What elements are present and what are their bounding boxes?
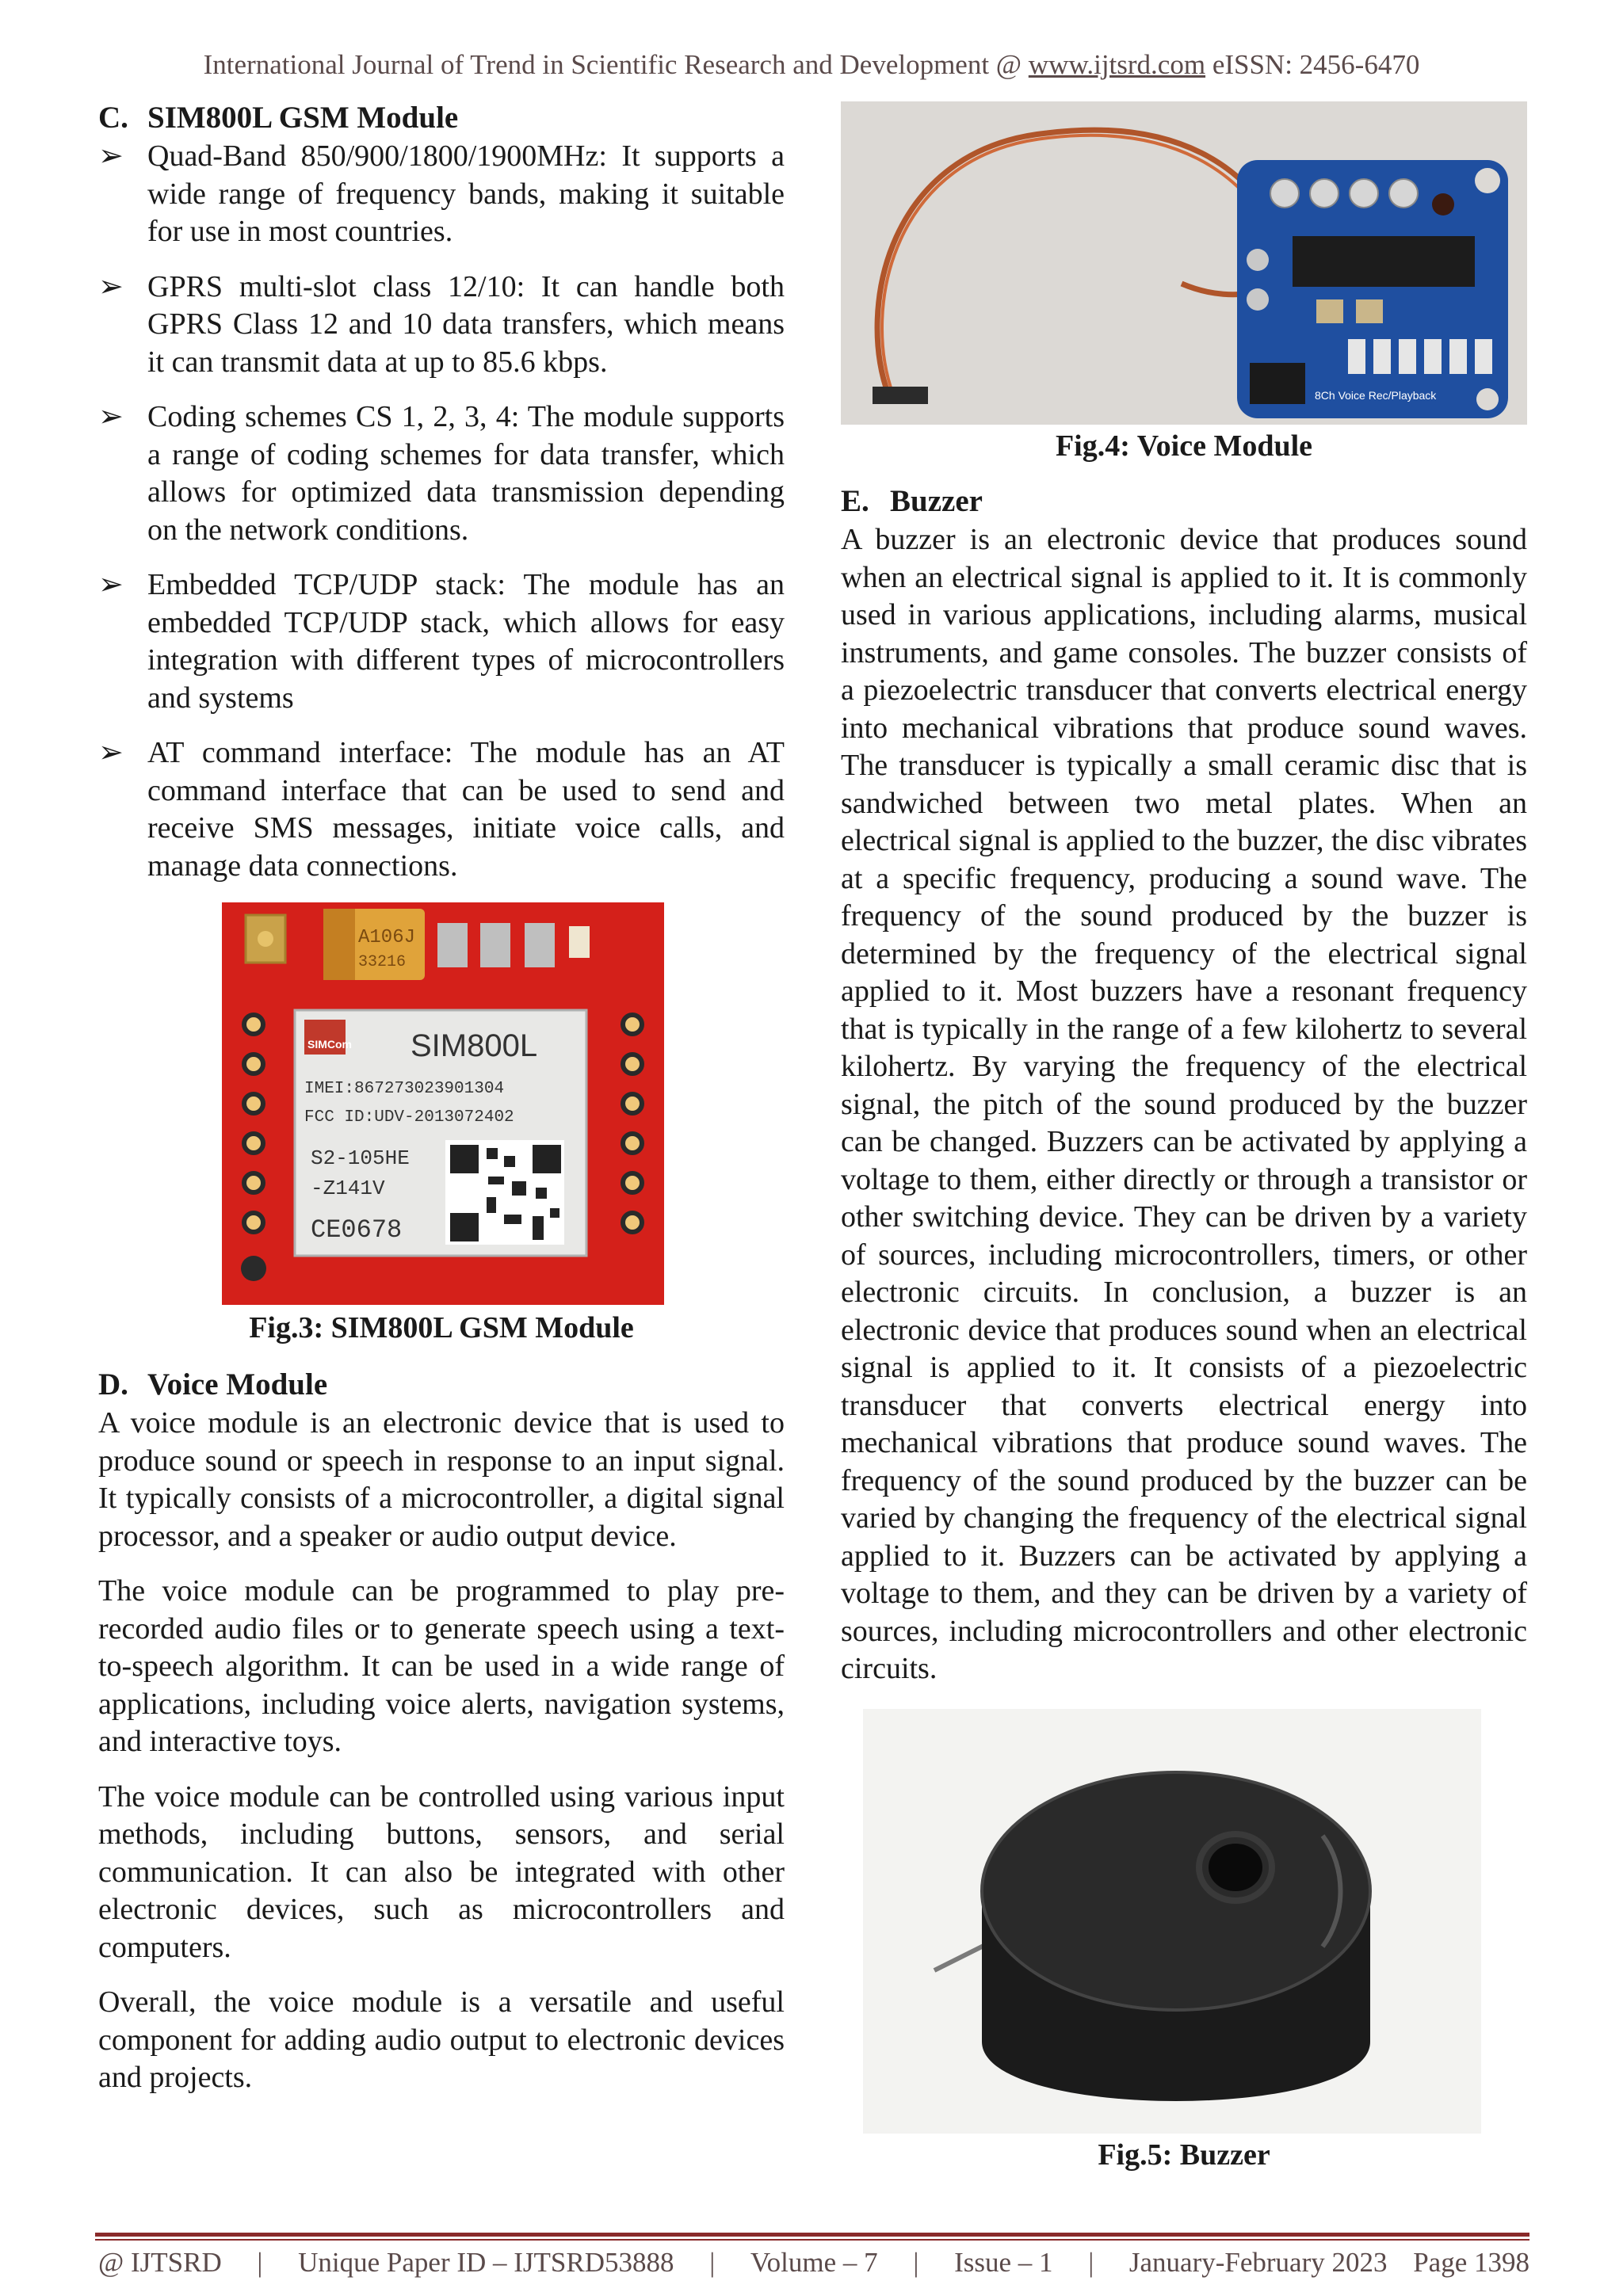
- right-column: [841, 98, 1527, 2175]
- cap-label-2: 33216: [358, 953, 407, 971]
- section-e-heading: [841, 482, 1527, 521]
- bullet-item: [98, 566, 785, 717]
- model-text-1: S2-105HE: [311, 1146, 410, 1170]
- section-c-heading: [98, 98, 785, 138]
- journal-issn: eISSN: 2456-6470: [1205, 49, 1420, 80]
- journal-name: International Journal of Trend in Scientific Research and Development @: [203, 49, 1029, 80]
- section-d-number: D.: [98, 1367, 128, 1402]
- footer-issue: Issue – 1: [954, 2247, 1053, 2278]
- sim800l-board-illustration: [222, 902, 664, 1305]
- section-d-title: Voice Module: [147, 1367, 328, 1402]
- bullet-arrow-icon: ➢: [98, 568, 124, 601]
- section-d-paragraph: The voice module can be programmed to play pre-recorded audio files or to generate speech using a text-to-speech algorithm. It can be used in a wide range of applications, including voice alerts, navigation systems, and interactive toys.: [98, 1574, 785, 1758]
- footer-paper-id: Unique Paper ID – IJTSRD53888: [298, 2247, 674, 2278]
- section-d-paragraph: A voice module is an electronic device that is used to produce sound or speech in response to an input signal. It typically consists of a microcontroller, a digital signal processor, and a speaker or audio output device.: [98, 1406, 785, 1553]
- bullet-text: Quad-Band 850/900/1800/1900MHz: It supports a wide range of frequency bands, making it suitable for use in most countries.: [147, 139, 785, 248]
- bullet-text: Embedded TCP/UDP stack: The module has an embedded TCP/UDP stack, which allows for easy integration with different types of microcontrollers and systems: [147, 568, 785, 715]
- imei-text: IMEI:867273023901304: [304, 1080, 505, 1098]
- simcom-brand: SIMCom: [307, 1038, 352, 1051]
- footer-volume: Volume – 7: [750, 2247, 878, 2278]
- fig3-caption: Fig.3: SIM800L GSM Module: [249, 1311, 634, 1344]
- footer-brand: @ IJTSRD: [98, 2247, 222, 2278]
- voice-module-illustration: [841, 101, 1527, 425]
- footer-separator: |: [913, 2247, 919, 2278]
- fig4-caption: Fig.4: Voice Module: [1055, 429, 1313, 463]
- section-d-paragraph: Overall, the voice module is a versatile and useful component for adding audio output to electronic devices and projects.: [98, 1985, 785, 2094]
- bullet-arrow-icon: ➢: [98, 736, 124, 769]
- bullet-arrow-icon: ➢: [98, 269, 124, 303]
- journal-header: [0, 49, 1623, 81]
- bullet-item: [98, 734, 785, 885]
- section-e-number: E.: [841, 484, 869, 518]
- footer-separator: |: [1088, 2247, 1094, 2278]
- bullet-arrow-icon: ➢: [98, 139, 124, 173]
- footer-rule: [95, 2233, 1529, 2237]
- bullet-arrow-icon: ➢: [98, 400, 124, 433]
- section-d-paragraph: The voice module can be controlled using various input methods, including buttons, sensors, and serial communication. It can also be integrated with other electronic devices, such as microcontrollers and computers.: [98, 1779, 785, 1964]
- buzzer-illustration: [863, 1709, 1481, 2134]
- footer-page-number: Page 1398: [1413, 2247, 1529, 2278]
- section-c-bullet-list: [98, 138, 785, 885]
- footer-separator: |: [257, 2247, 263, 2278]
- fig5-caption: Fig.5: Buzzer: [1098, 2138, 1270, 2172]
- section-d-heading: [98, 1365, 785, 1405]
- left-column: [98, 98, 785, 2115]
- page-footer: [98, 2247, 1529, 2279]
- buzzer-image: [863, 1709, 1481, 2134]
- bullet-text: Coding schemes CS 1, 2, 3, 4: The module supports a range of coding schemes for data transfer, which allows for optimized data transmission depending on the network conditions.: [147, 400, 785, 547]
- footer-date: January-February 2023: [1128, 2247, 1388, 2278]
- bullet-item: [98, 269, 785, 382]
- bullet-item: [98, 399, 785, 549]
- bullet-text: GPRS multi-slot class 12/10: It can handle both GPRS Class 12 and 10 data transfers, which means it can transmit data at up to 85.6 kbps.: [147, 269, 785, 379]
- chip-label: SIM800L: [411, 1028, 538, 1063]
- ce-mark-text: CE0678: [311, 1215, 403, 1245]
- fcc-id-text: FCC ID:UDV-2013072402: [304, 1108, 514, 1127]
- model-text-2: -Z141V: [311, 1177, 385, 1200]
- sim800l-module-image: [222, 902, 664, 1305]
- cap-label-1: A106J: [358, 927, 416, 948]
- section-e-paragraph: A buzzer is an electronic device that produces sound when an electrical signal is applied to it. It is commonly used in various applications, including alarms, musical instruments, and game consoles. The buzzer consists of a piezoelectric transducer that converts electrical energy into mechanical vibrations that produce sound waves. The transducer is typically a small ceramic disc that is sandwiched between two metal plates. When an electrical signal is applied to the buzzer, the disc vibrates at a specific frequency, producing a sound wave. The frequency of the sound produced by the buzzer is determined by the frequency of the electrical signal applied to it. Most buzzers have a resonant frequency that is typically in the range of a few kilohertz to several kilohertz. By varying the frequency of the electrical signal, the pitch of the sound produced by the buzzer can be changed. Buzzers can be activated by applying a voltage to them, either directly or through a transistor or other switching device. They can be driven by a variety of sources, including microcontrollers, timers, or other electronic circuits. In conclusion, a buzzer is an electronic device that produces sound when an electrical signal is applied to it. It consists of a piezoelectric transducer that converts electrical energy into mechanical vibrations that produce sound waves. The frequency of the sound produced by the buzzer can be varied by changing the frequency of the electrical signal applied to it. Buzzers can be activated by applying a voltage to them, and they can be driven by a variety of sources, including microcontrollers and other electronic circuits.: [841, 523, 1527, 1685]
- bullet-text: AT command interface: The module has an AT command interface that can be used to send and receive SMS messages, initiate voice calls, and manage data connections.: [147, 736, 785, 883]
- section-c-number: C.: [98, 101, 128, 135]
- bullet-item: [98, 138, 785, 251]
- voice-module-image: [841, 101, 1527, 425]
- section-e-title: Buzzer: [890, 484, 983, 518]
- footer-rule-thin: [95, 2239, 1529, 2241]
- voice-board-label: 8Ch Voice Rec/Playback: [1315, 389, 1437, 402]
- journal-url-link[interactable]: www.ijtsrd.com: [1028, 49, 1206, 80]
- section-c-title: SIM800L GSM Module: [147, 101, 459, 135]
- footer-separator: |: [709, 2247, 716, 2278]
